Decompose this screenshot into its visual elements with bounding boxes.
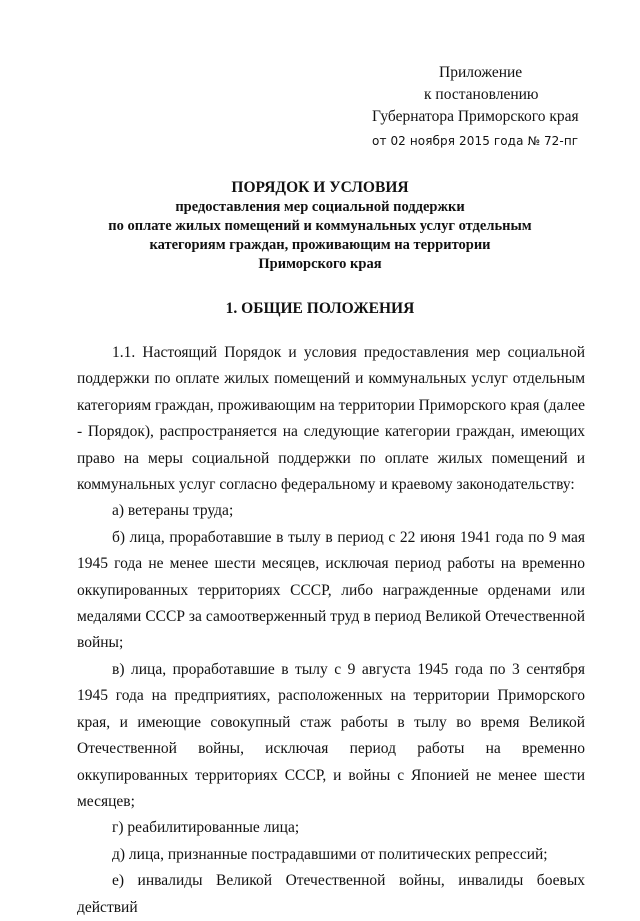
title-subline: Приморского края bbox=[258, 256, 382, 272]
list-item-v: в) лица, проработавшие в тылу с 9 августа 1945 года по 3 сентября 1945 года на предприятиях, расположенных на территории Приморского края, и имеющие совокупный стаж работы в тылу во время Великой Отечественной войны, исключая период работы на временно оккупированных территориях СССР, и войны с Японией не менее шести месяцев; bbox=[77, 660, 585, 810]
list-item-g: г) реабилитированные лица; bbox=[112, 819, 300, 837]
document-body bbox=[77, 340, 585, 921]
list-item-a: а) ветераны труда; bbox=[112, 502, 234, 520]
title-subline: категориям граждан, проживающим на территории bbox=[149, 237, 491, 253]
title-main: ПОРЯДОК И УСЛОВИЯ bbox=[231, 179, 409, 196]
appendix-date-number: от 02 ноября 2015 года № 72-пг bbox=[372, 134, 579, 148]
title-subline: предоставления мер социальной поддержки bbox=[175, 199, 465, 215]
appendix-title: Приложение bbox=[439, 64, 523, 81]
section-heading: 1. ОБЩИЕ ПОЛОЖЕНИЯ bbox=[225, 300, 415, 317]
appendix-reference: к постановлению bbox=[424, 86, 539, 103]
title-subline: по оплате жилых помещений и коммунальных услуг отдельным bbox=[108, 218, 532, 234]
document-title bbox=[40, 178, 600, 274]
list-item-d: д) лица, признанные пострадавшими от политических репрессий; bbox=[112, 845, 548, 863]
list-item-e: е) инвалиды Великой Отечественной войны, инвалиды боевых действий bbox=[77, 872, 585, 916]
appendix-issuer: Губернатора Приморского края bbox=[372, 108, 579, 125]
paragraph-1-1: 1.1. Настоящий Порядок и условия предоставления мер социальной поддержки по оплате жилых помещений и коммунальных услуг отдельным категориям граждан, проживающим на территории Приморского края (далее - Порядок), распространяется на следующие категории граждан, имеющих право на меры социальной поддержки по оплате жилых помещений и коммунальных услуг согласно федеральному и краевому законодательству: bbox=[77, 344, 585, 494]
appendix-block bbox=[372, 62, 602, 152]
list-item-b: б) лица, проработавшие в тылу в период с 22 июня 1941 года по 9 мая 1945 года не менее шести месяцев, исключая период работы на временно оккупированных территориях СССР, либо награжденные орденами или медалями СССР за самоотверженный труд в период Великой Отечественной войны; bbox=[77, 528, 585, 652]
